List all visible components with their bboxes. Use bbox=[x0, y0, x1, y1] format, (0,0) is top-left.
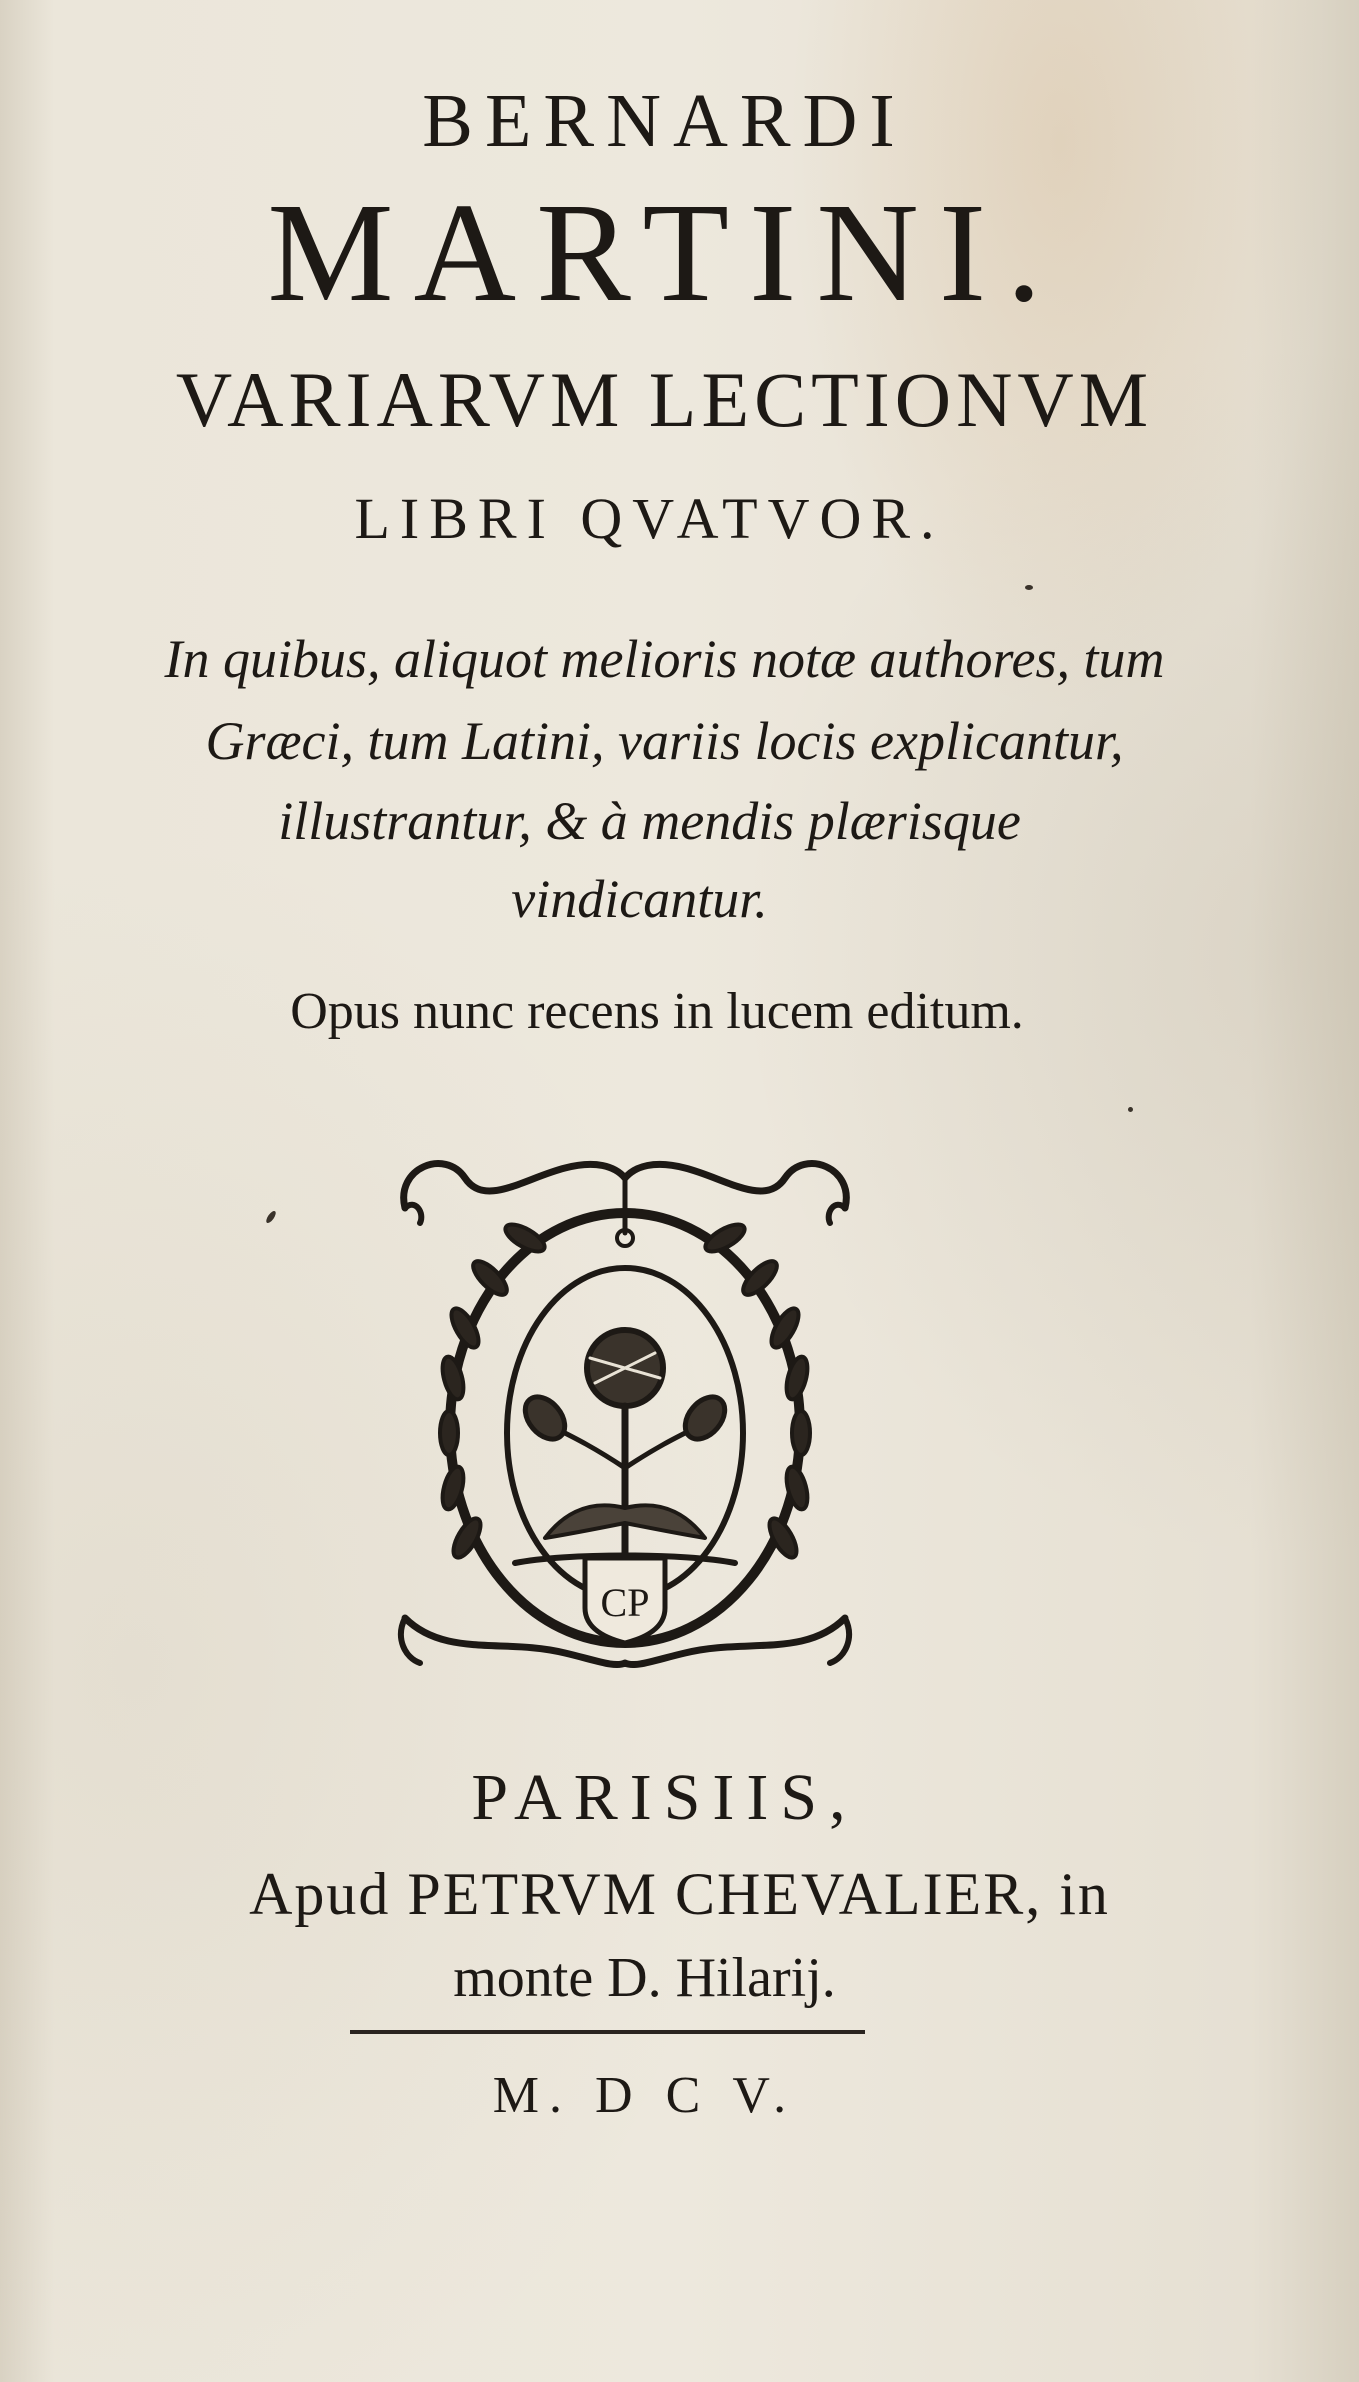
edition-note: Opus nunc recens in lucem editum. bbox=[290, 983, 1024, 1040]
author-last-name: MARTINI. bbox=[267, 173, 1062, 331]
paper-speck bbox=[1128, 1107, 1133, 1112]
paper-speck bbox=[1025, 585, 1033, 590]
title-line-1: VARIARVM LECTIONVM bbox=[175, 356, 1154, 443]
author-first-name: BERNARDI bbox=[422, 79, 907, 163]
description-line-3: illustrantur, & à mendis plærisque bbox=[278, 791, 1021, 851]
printer-mark-initials: CP bbox=[600, 1580, 650, 1625]
imprint-year: M. D C V. bbox=[492, 2067, 797, 2124]
imprint-printer: Apud PETRVM CHEVALIER, in bbox=[249, 1861, 1110, 1927]
imprint-address: monte D. Hilarij. bbox=[453, 1947, 836, 2009]
imprint-city: PARISIIS, bbox=[471, 1761, 858, 1834]
horizontal-rule bbox=[350, 2030, 865, 2034]
printers-device-thistle-wreath-icon bbox=[385, 1138, 865, 1698]
description-line-2: Græci, tum Latini, variis locis explicantur, bbox=[205, 711, 1124, 771]
paper-speck bbox=[265, 1210, 278, 1225]
description-line-4: vindicantur. bbox=[511, 869, 768, 929]
title-line-2: LIBRI QVATVOR. bbox=[354, 486, 945, 551]
description-line-1: In quibus, aliquot melioris notæ authores, tum bbox=[164, 629, 1165, 689]
